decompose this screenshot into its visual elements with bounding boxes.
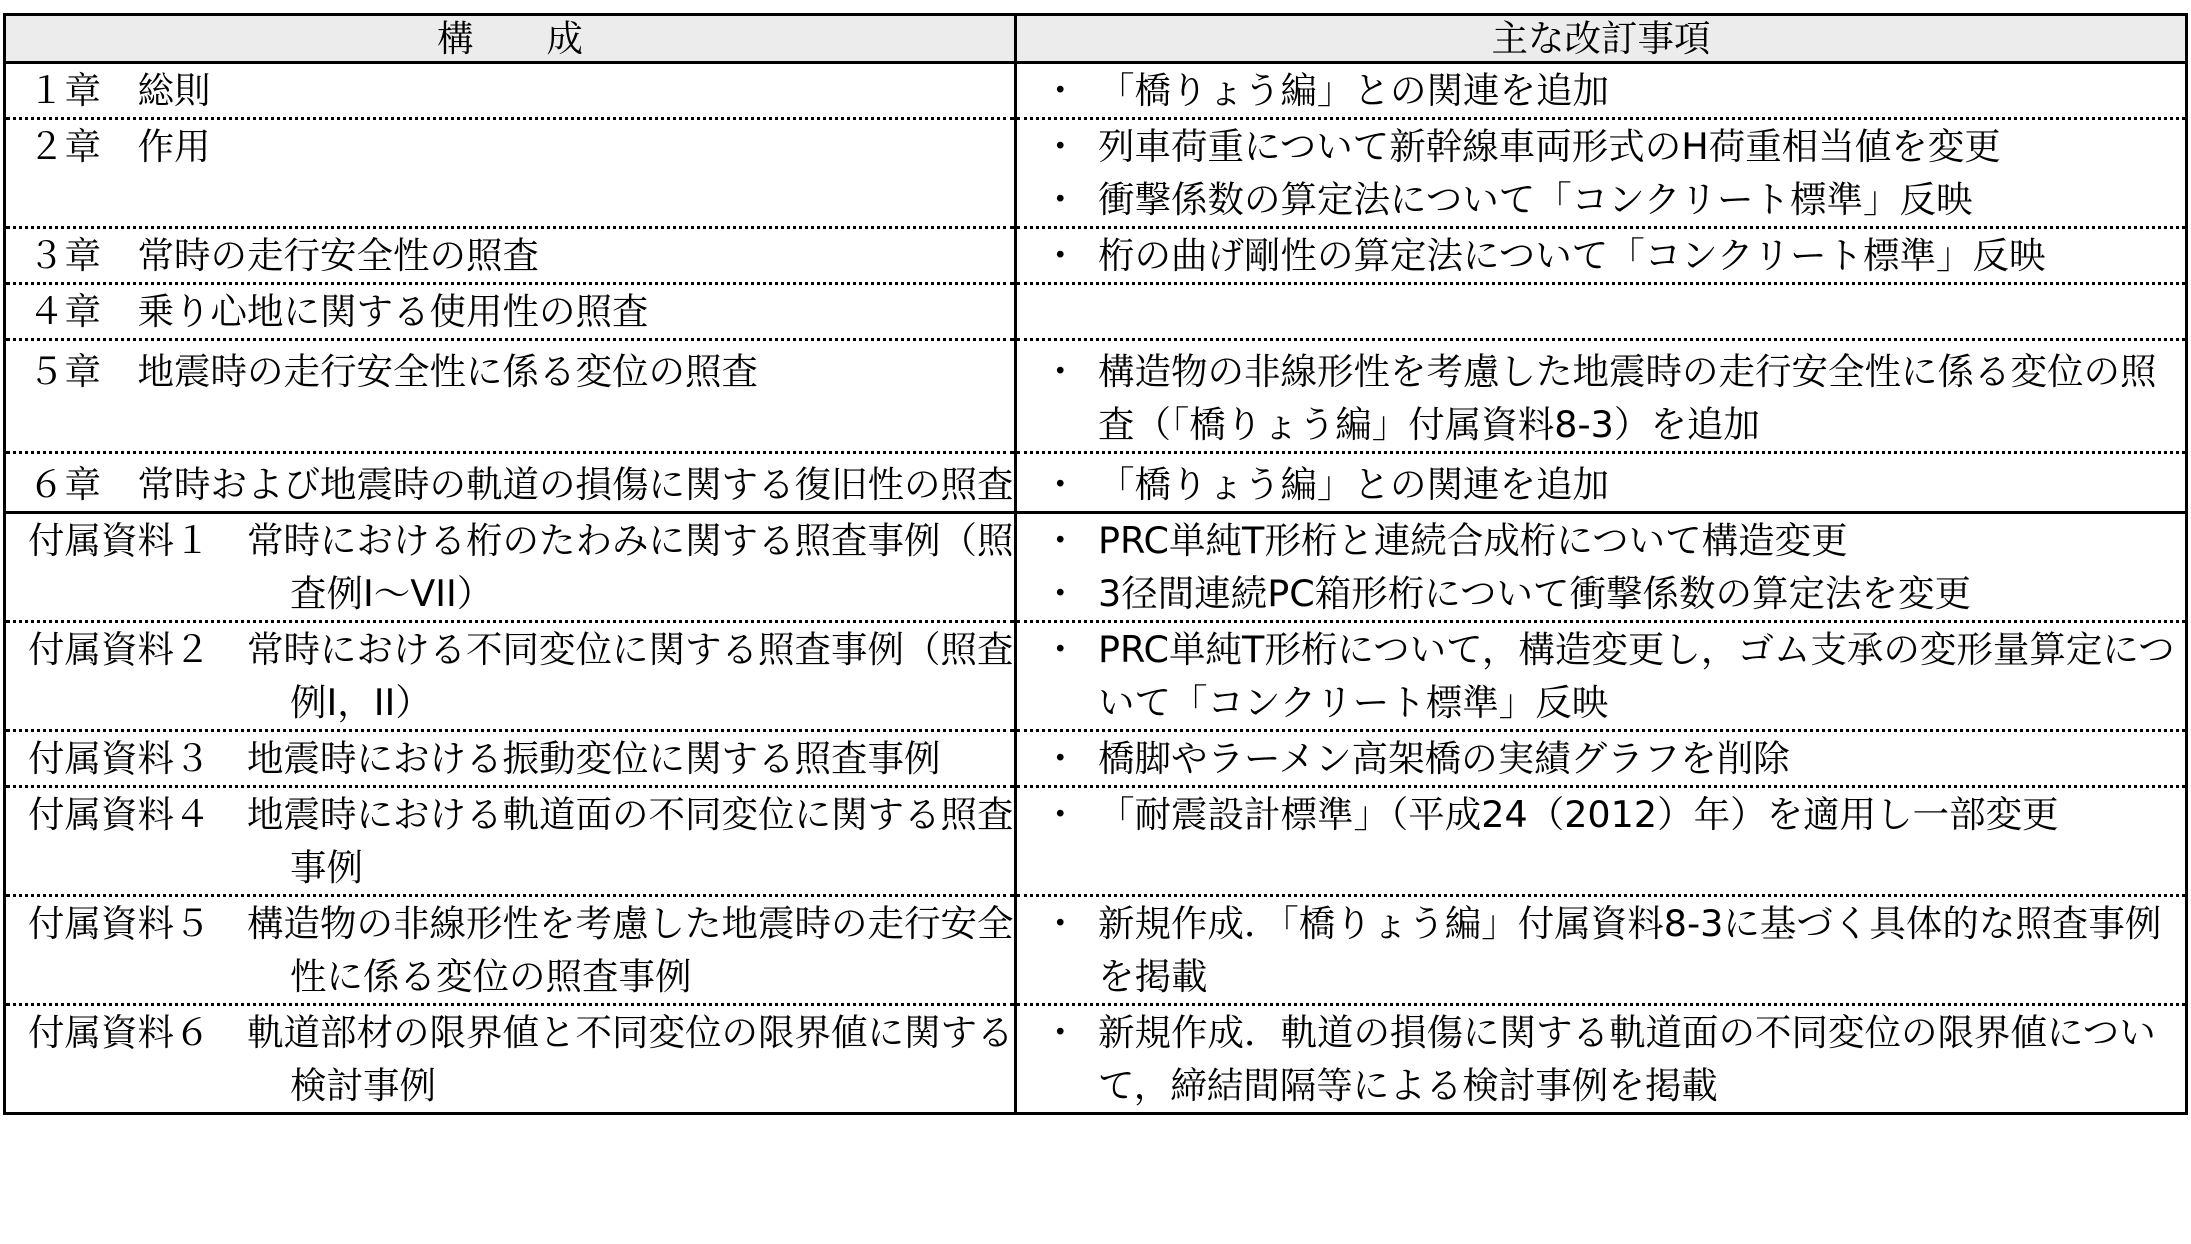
appendix-label-cell bbox=[5, 896, 1016, 1005]
revision-text: 衝撃係数の算定法について「コンクリート標準」反映 bbox=[1098, 178, 1973, 221]
appendix-label-cell bbox=[5, 1005, 1016, 1114]
revision-text: 列車荷重について新幹線車両形式のH荷重相当値を変更 bbox=[1098, 125, 2001, 168]
appendix-label-cell bbox=[5, 787, 1016, 896]
chapter-row bbox=[5, 228, 2187, 284]
revision-text: 桁の曲げ剛性の算定法について「コンクリート標準」反映 bbox=[1098, 234, 2046, 277]
chapter-label-cell bbox=[5, 284, 1016, 340]
appendix-revisions-cell bbox=[1016, 513, 2187, 622]
table-header-row bbox=[5, 15, 2187, 63]
chapter-revisions-cell bbox=[1016, 284, 2187, 340]
bullet-mark: ・ bbox=[1042, 463, 1079, 506]
revision-item bbox=[1042, 1006, 2185, 1112]
bullet-mark: ・ bbox=[1042, 69, 1079, 112]
revision-text: 「耐震設計標準」（平成24（2012）年）を適用し一部変更 bbox=[1098, 793, 2059, 836]
bullet-mark: ・ bbox=[1042, 125, 1079, 168]
appendix-label-cell bbox=[5, 513, 1016, 622]
revision-text: 3径間連続PC箱形桁について衝撃係数の算定法を変更 bbox=[1098, 572, 1971, 615]
appendix-row bbox=[5, 731, 2187, 787]
appendix-row bbox=[5, 1005, 2187, 1114]
appendix-label: 付属資料６ 軌道部材の限界値と不同変位の限界値に関する検討事例 bbox=[28, 1011, 1014, 1107]
revision-text: 「橋りょう編」との関連を追加 bbox=[1098, 69, 1609, 112]
appendix-label: 付属資料２ 常時における不同変位に関する照査事例（照査例I，II） bbox=[28, 628, 1014, 724]
chapter-label: ５章 地震時の走行安全性に係る変位の照査 bbox=[28, 350, 758, 393]
revision-text: 「橋りょう編」との関連を追加 bbox=[1098, 463, 1609, 506]
chapter-row bbox=[5, 453, 2187, 513]
chapter-label: １章 総則 bbox=[28, 69, 211, 112]
bullet-mark: ・ bbox=[1042, 519, 1079, 562]
appendix-revisions-cell bbox=[1016, 896, 2187, 1005]
revision-item bbox=[1042, 897, 2185, 1003]
revision-item bbox=[1042, 732, 2185, 785]
bullet-mark: ・ bbox=[1042, 1011, 1079, 1054]
appendix-label-cell bbox=[5, 731, 1016, 787]
chapter-label: ３章 常時の走行安全性の照査 bbox=[28, 234, 539, 277]
appendix-label: 付属資料３ 地震時における振動変位に関する照査事例 bbox=[28, 737, 941, 780]
chapter-label: ２章 作用 bbox=[28, 125, 211, 168]
header-revisions: 主な改訂事項 bbox=[1016, 15, 2187, 63]
revision-item bbox=[1042, 64, 2185, 117]
appendix-revisions-cell bbox=[1016, 1005, 2187, 1114]
appendices-section bbox=[5, 513, 2187, 1114]
bullet-mark: ・ bbox=[1042, 178, 1079, 221]
bullet-mark: ・ bbox=[1042, 902, 1079, 945]
revision-text: 橋脚やラーメン高架橋の実績グラフを削除 bbox=[1098, 737, 1790, 780]
chapter-row bbox=[5, 340, 2187, 453]
bullet-mark: ・ bbox=[1042, 350, 1079, 393]
revision-item bbox=[1042, 623, 2185, 729]
revision-item bbox=[1042, 458, 2185, 511]
chapter-label: ４章 乗り心地に関する使用性の照査 bbox=[28, 290, 649, 333]
revision-item bbox=[1042, 788, 2185, 841]
header-structure: 構 成 bbox=[5, 15, 1016, 63]
bullet-mark: ・ bbox=[1042, 628, 1079, 671]
appendix-revisions-cell bbox=[1016, 731, 2187, 787]
chapter-row bbox=[5, 284, 2187, 340]
appendix-revisions-cell bbox=[1016, 622, 2187, 731]
appendix-row bbox=[5, 513, 2187, 622]
appendix-row bbox=[5, 787, 2187, 896]
revision-text: 新規作成．軌道の損傷に関する軌道面の不同変位の限界値について，締結間隔等による検討事例を掲載 bbox=[1098, 1011, 2156, 1107]
chapters-section bbox=[5, 63, 2187, 513]
chapter-revisions-cell bbox=[1016, 340, 2187, 453]
chapter-row bbox=[5, 119, 2187, 228]
bullet-mark: ・ bbox=[1042, 737, 1079, 780]
revision-item bbox=[1042, 567, 2185, 620]
chapter-label-cell bbox=[5, 119, 1016, 228]
revision-item bbox=[1042, 345, 2185, 451]
chapter-label-cell bbox=[5, 228, 1016, 284]
revision-item bbox=[1042, 173, 2185, 226]
appendix-label: 付属資料１ 常時における桁のたわみに関する照査事例（照査例I～VII） bbox=[28, 519, 1014, 615]
appendix-revisions-cell bbox=[1016, 787, 2187, 896]
chapter-revisions-cell bbox=[1016, 63, 2187, 119]
revision-text: PRC単純T形桁について，構造変更し，ゴム支承の変形量算定について「コンクリート標準」反映 bbox=[1098, 628, 2175, 724]
bullet-mark: ・ bbox=[1042, 793, 1079, 836]
revision-item bbox=[1042, 229, 2185, 282]
appendix-label-cell bbox=[5, 622, 1016, 731]
appendix-row bbox=[5, 622, 2187, 731]
appendix-row bbox=[5, 896, 2187, 1005]
chapter-label-cell bbox=[5, 453, 1016, 513]
appendix-label: 付属資料５ 構造物の非線形性を考慮した地震時の走行安全性に係る変位の照査事例 bbox=[28, 902, 1014, 998]
revision-item bbox=[1042, 514, 2185, 567]
chapter-label: ６章 常時および地震時の軌道の損傷に関する復旧性の照査 bbox=[28, 463, 1014, 506]
chapter-revisions-cell bbox=[1016, 119, 2187, 228]
revision-text: PRC単純T形桁と連続合成桁について構造変更 bbox=[1098, 519, 1848, 562]
revision-item bbox=[1042, 120, 2185, 173]
chapter-label-cell bbox=[5, 340, 1016, 453]
revision-table bbox=[3, 13, 2188, 1115]
chapter-row bbox=[5, 63, 2187, 119]
chapter-revisions-cell bbox=[1016, 453, 2187, 513]
chapter-label-cell bbox=[5, 63, 1016, 119]
revision-text: 構造物の非線形性を考慮した地震時の走行安全性に係る変位の照査（「橋りょう編」付属資料8-3）を追加 bbox=[1098, 350, 2157, 446]
bullet-mark: ・ bbox=[1042, 234, 1079, 277]
bullet-mark: ・ bbox=[1042, 572, 1079, 615]
revision-text: 新規作成．「橋りょう編」付属資料8-3に基づく具体的な照査事例を掲載 bbox=[1098, 902, 2162, 998]
appendix-label: 付属資料４ 地震時における軌道面の不同変位に関する照査事例 bbox=[28, 793, 1014, 889]
chapter-revisions-cell bbox=[1016, 228, 2187, 284]
